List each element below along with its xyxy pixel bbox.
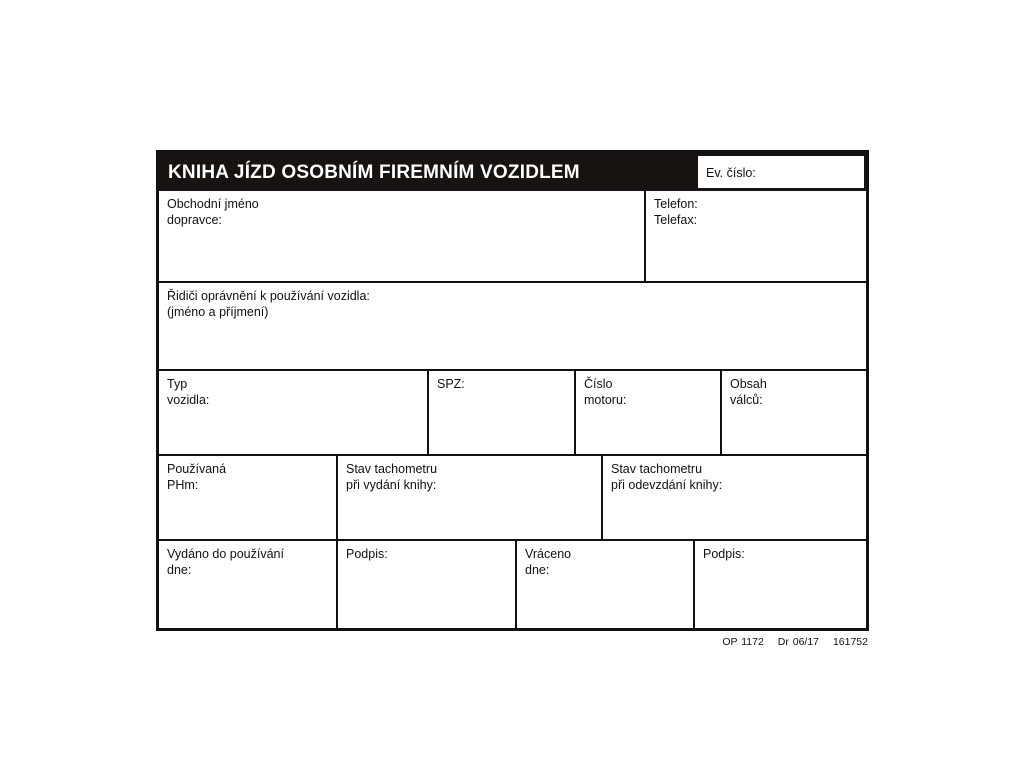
odometer-at-issue-field[interactable] (338, 456, 601, 539)
issue-signature-label-line-1: Podpis: (346, 547, 388, 561)
issue-signature-field[interactable] (338, 541, 515, 628)
vehicle-type-label-line-1: Typ (167, 377, 188, 391)
form-header (159, 153, 866, 191)
returned-date-label (525, 546, 571, 578)
engine-displacement-label-line-1: Obsah (730, 377, 767, 391)
issued-date-label (167, 546, 284, 578)
fax-label: Telefax: (654, 213, 698, 227)
issued-date-label-line-1: Vydáno do používání (167, 547, 284, 561)
phone-fax-field[interactable] (646, 191, 866, 281)
engine-number-field[interactable] (576, 371, 720, 454)
fuel-type-label-line-1: Používaná (167, 462, 227, 476)
vehicle-type-label-line-2: vozidla: (167, 393, 210, 407)
registration-number-field[interactable] (698, 156, 864, 188)
returned-date-label-line-1: Vráceno (525, 547, 572, 561)
engine-displacement-label (730, 376, 767, 408)
fuel-type-label-line-2: PHm: (167, 478, 199, 492)
catalog-number: 161752 (832, 636, 868, 648)
divider (644, 191, 646, 281)
odometer-at-return-label-line-1: Stav tachometru (611, 462, 703, 476)
odometer-at-issue-label (346, 461, 437, 493)
engine-displacement-label-line-2: válců: (730, 393, 763, 407)
phone-label: Telefon: (654, 197, 698, 211)
odometer-at-return-field[interactable] (603, 456, 866, 539)
carrier-name-field[interactable] (159, 191, 644, 281)
carrier-name-label-line-1: Obchodní jméno (167, 197, 259, 211)
issued-date-label-line-2: dne: (167, 563, 192, 577)
fuel-type-label (167, 461, 226, 493)
vehicle-type-field[interactable] (159, 371, 427, 454)
vehicle-type-label (167, 376, 209, 408)
returned-date-field[interactable] (517, 541, 693, 628)
engine-number-label (584, 376, 626, 408)
authorized-drivers-label (167, 288, 370, 320)
odometer-at-return-label-line-2: při odevzdání knihy: (611, 478, 723, 492)
carrier-name-label-line-2: dopravce: (167, 213, 222, 227)
returned-date-label-line-2: dne: (525, 563, 550, 577)
odometer-at-issue-label-line-2: při vydání knihy: (346, 478, 437, 492)
registration-number-label: Ev. číslo: (706, 166, 756, 180)
license-plate-label (437, 376, 465, 392)
issued-date-field[interactable] (159, 541, 336, 628)
return-signature-field[interactable] (695, 541, 866, 628)
fuel-type-field[interactable] (159, 456, 336, 539)
odometer-at-issue-label-line-1: Stav tachometru (346, 462, 438, 476)
license-plate-label-line-1: SPZ: (437, 377, 465, 391)
print-date: Dr 06/17 (777, 636, 820, 648)
odometer-at-return-label (611, 461, 722, 493)
issue-signature-label (346, 546, 388, 562)
return-signature-label-line-1: Podpis: (703, 547, 745, 561)
return-signature-label (703, 546, 745, 562)
authorized-drivers-label-line-1: Řidiči oprávnění k používání vozidla: (167, 289, 370, 303)
form-code: OP 1172 (722, 636, 764, 648)
engine-number-label-line-2: motoru: (584, 393, 627, 407)
authorized-drivers-field[interactable] (159, 283, 866, 369)
carrier-name-label (167, 196, 259, 228)
engine-number-label-line-1: Číslo (584, 377, 613, 391)
license-plate-field[interactable] (429, 371, 574, 454)
phone-fax-label (654, 196, 698, 228)
engine-displacement-field[interactable] (722, 371, 866, 454)
authorized-drivers-label-line-2: (jméno a příjmení) (167, 305, 269, 319)
travel-log-form (156, 150, 869, 631)
form-footer (700, 636, 868, 648)
form-title: KNIHA JÍZD OSOBNÍM FIREMNÍM VOZIDLEM (168, 162, 580, 183)
